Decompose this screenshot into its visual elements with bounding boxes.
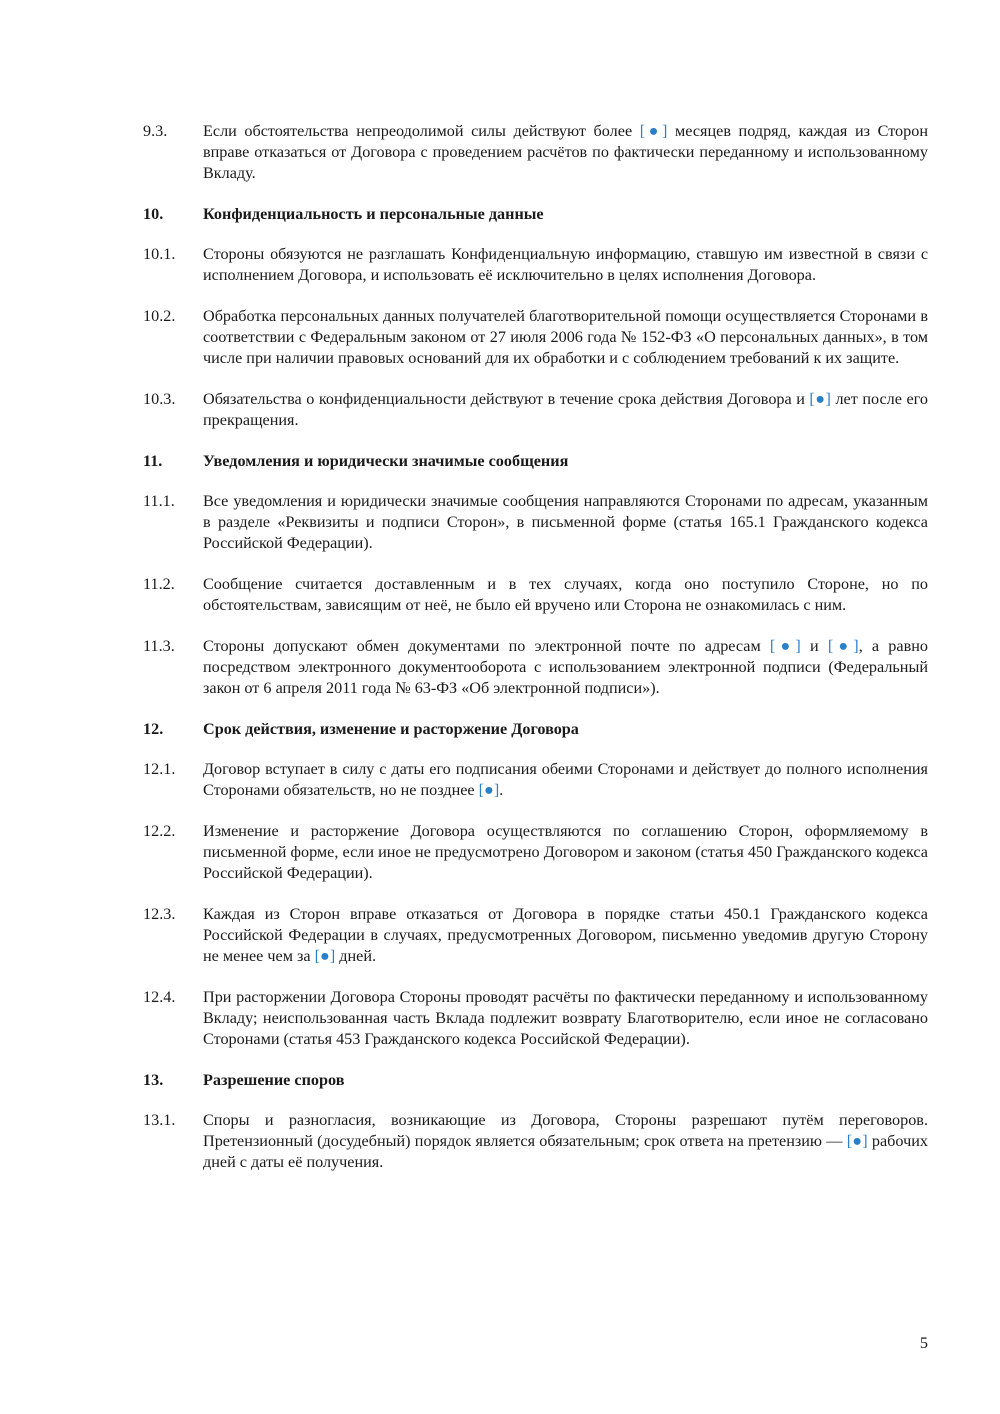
clause-number: 11.1. — [143, 492, 175, 510]
text-run: дней. — [335, 947, 377, 965]
text-run: Изменение и расторжение Договора осуществляются по соглашению Сторон, оформляемому в письменной форме, если иное не предусмотрено Договором и законом (статья 450 Гражданского кодекса Российской Федерации). — [203, 822, 928, 882]
text-run: При расторжении Договора Стороны проводят расчёты по фактически переданному и использованному Вкладу; неиспользованная часть Вклада подлежит возврату Благотворителю, если иное не согласовано Сторонами (статья 453 Гражданского кодекса Российской Федерации). — [203, 988, 928, 1048]
clause-text — [203, 759, 928, 801]
clause — [143, 389, 928, 431]
clause-text — [203, 306, 928, 369]
section-heading — [143, 719, 928, 740]
text-run: месяцев подряд, каждая из Сторон вправе отказаться от Договора с проведением расчётов по фактически переданному и использованному Вкладу. — [203, 122, 929, 182]
text-run: рабочих дней с даты её получения. — [203, 1132, 928, 1171]
text-run: Споры и разногласия, возникающие из Договора, Стороны разрешают путём переговоров. Претензионный (досудебный) порядок является обязательным; срок ответа на претензию — — [203, 1111, 928, 1150]
clause-number: 11.3. — [143, 637, 175, 655]
placeholder-field[interactable]: [●] — [769, 637, 801, 655]
clause — [143, 904, 928, 967]
text-run: лет после его прекращения. — [203, 390, 928, 429]
placeholder-field[interactable]: [●] — [809, 390, 831, 408]
clause-text — [203, 904, 928, 967]
text-run: Стороны обязуются не разглашать Конфиденциальную информацию, ставшую им известной в связи с исполнением Договора, и использовать её исключительно в целях исполнения Договора. — [203, 245, 928, 284]
clause-text — [203, 987, 928, 1050]
placeholder-field[interactable]: [●] — [478, 781, 500, 799]
placeholder-field[interactable]: [●] — [827, 637, 859, 655]
section-number: 11. — [143, 452, 163, 470]
text-run: Все уведомления и юридически значимые сообщения направляются Сторонами по адресам, указанным в разделе «Реквизиты и подписи Сторон», в письменной форме (статья 165.1 Гражданского кодекса Российской Федерации). — [203, 492, 928, 552]
clause — [143, 759, 928, 801]
text-run: Каждая из Сторон вправе отказаться от Договора в порядке статьи 450.1 Гражданского кодекса Российской Федерации в случаях, предусмотренных Договором, письменно уведомив другую Сторону не менее чем за — [203, 905, 928, 965]
placeholder-field[interactable]: [●] — [846, 1132, 868, 1150]
section-title — [203, 719, 928, 740]
clause-text — [203, 389, 928, 431]
clause — [143, 987, 928, 1050]
clause-number: 10.1. — [143, 245, 176, 263]
text-run: и — [800, 637, 828, 655]
clause-text — [203, 636, 928, 699]
clause — [143, 1110, 928, 1173]
text-run: Стороны допускают обмен документами по электронной почте по адресам — [203, 637, 770, 655]
text-run: Обязательства о конфиденциальности действуют в течение срока действия Договора и — [203, 390, 810, 408]
placeholder-field[interactable]: [●] — [314, 947, 336, 965]
section-title — [203, 1070, 928, 1091]
clause-text — [203, 244, 928, 286]
clause-number: 12.4. — [143, 988, 176, 1006]
section-heading — [143, 204, 928, 225]
clause — [143, 121, 928, 184]
text-run: , а равно посредством электронного документооборота с использованием электронной подписи (Федеральный закон от 6 апреля 2011 года № 63-ФЗ «Об электронной подписи»). — [203, 637, 928, 697]
section-title — [203, 204, 928, 225]
text-run: Срок действия, изменение и расторжение Договора — [203, 720, 579, 738]
text-run: Сообщение считается доставленным и в тех случаях, когда оно поступило Стороне, но по обстоятельствам, зависящим от неё, не было ей вручено или Сторона не ознакомилась с ним. — [203, 575, 928, 614]
text-run: Уведомления и юридически значимые сообщения — [203, 452, 569, 470]
section-number: 10. — [143, 205, 164, 223]
clause — [143, 821, 928, 884]
text-run: Договор вступает в силу с даты его подписания обеими Сторонами и действует до полного исполнения Сторонами обязательств, но не позднее — [203, 760, 928, 799]
clause-number: 13.1. — [143, 1111, 176, 1129]
text-run: Разрешение споров — [203, 1071, 345, 1089]
clause-text — [203, 574, 928, 616]
clause-text — [203, 1110, 928, 1173]
section-number: 12. — [143, 720, 164, 738]
text-run: . — [499, 781, 504, 799]
section-number: 13. — [143, 1071, 164, 1089]
clause-number: 10.3. — [143, 390, 176, 408]
section-title — [203, 451, 928, 472]
clause — [143, 636, 928, 699]
clause-number: 9.3. — [143, 122, 168, 140]
text-run: Обработка персональных данных получателей благотворительной помощи осуществляется Сторонами в соответствии с Федеральным законом от 27 июля 2006 года № 152-ФЗ «О персональных данных», в том числе при наличии правовых оснований для их обработки и с соблюдением требований к их защите. — [203, 307, 928, 367]
clause — [143, 244, 928, 286]
clause — [143, 574, 928, 616]
clause-text — [203, 821, 928, 884]
placeholder-field[interactable]: [●] — [639, 122, 668, 140]
clause — [143, 491, 928, 554]
page-number: 5 — [919, 1334, 928, 1352]
text-run: Если обстоятельства непреодолимой силы действуют более — [203, 122, 640, 140]
clause — [143, 306, 928, 369]
section-heading — [143, 1070, 928, 1091]
document-body — [143, 121, 928, 1193]
clause-text — [203, 491, 928, 554]
clause-number: 10.2. — [143, 307, 176, 325]
section-heading — [143, 451, 928, 472]
clause-number: 12.2. — [143, 822, 176, 840]
clause-number: 12.3. — [143, 905, 176, 923]
clause-number: 12.1. — [143, 760, 176, 778]
clause-text — [203, 121, 928, 184]
clause-number: 11.2. — [143, 575, 175, 593]
text-run: Конфиденциальность и персональные данные — [203, 205, 544, 223]
